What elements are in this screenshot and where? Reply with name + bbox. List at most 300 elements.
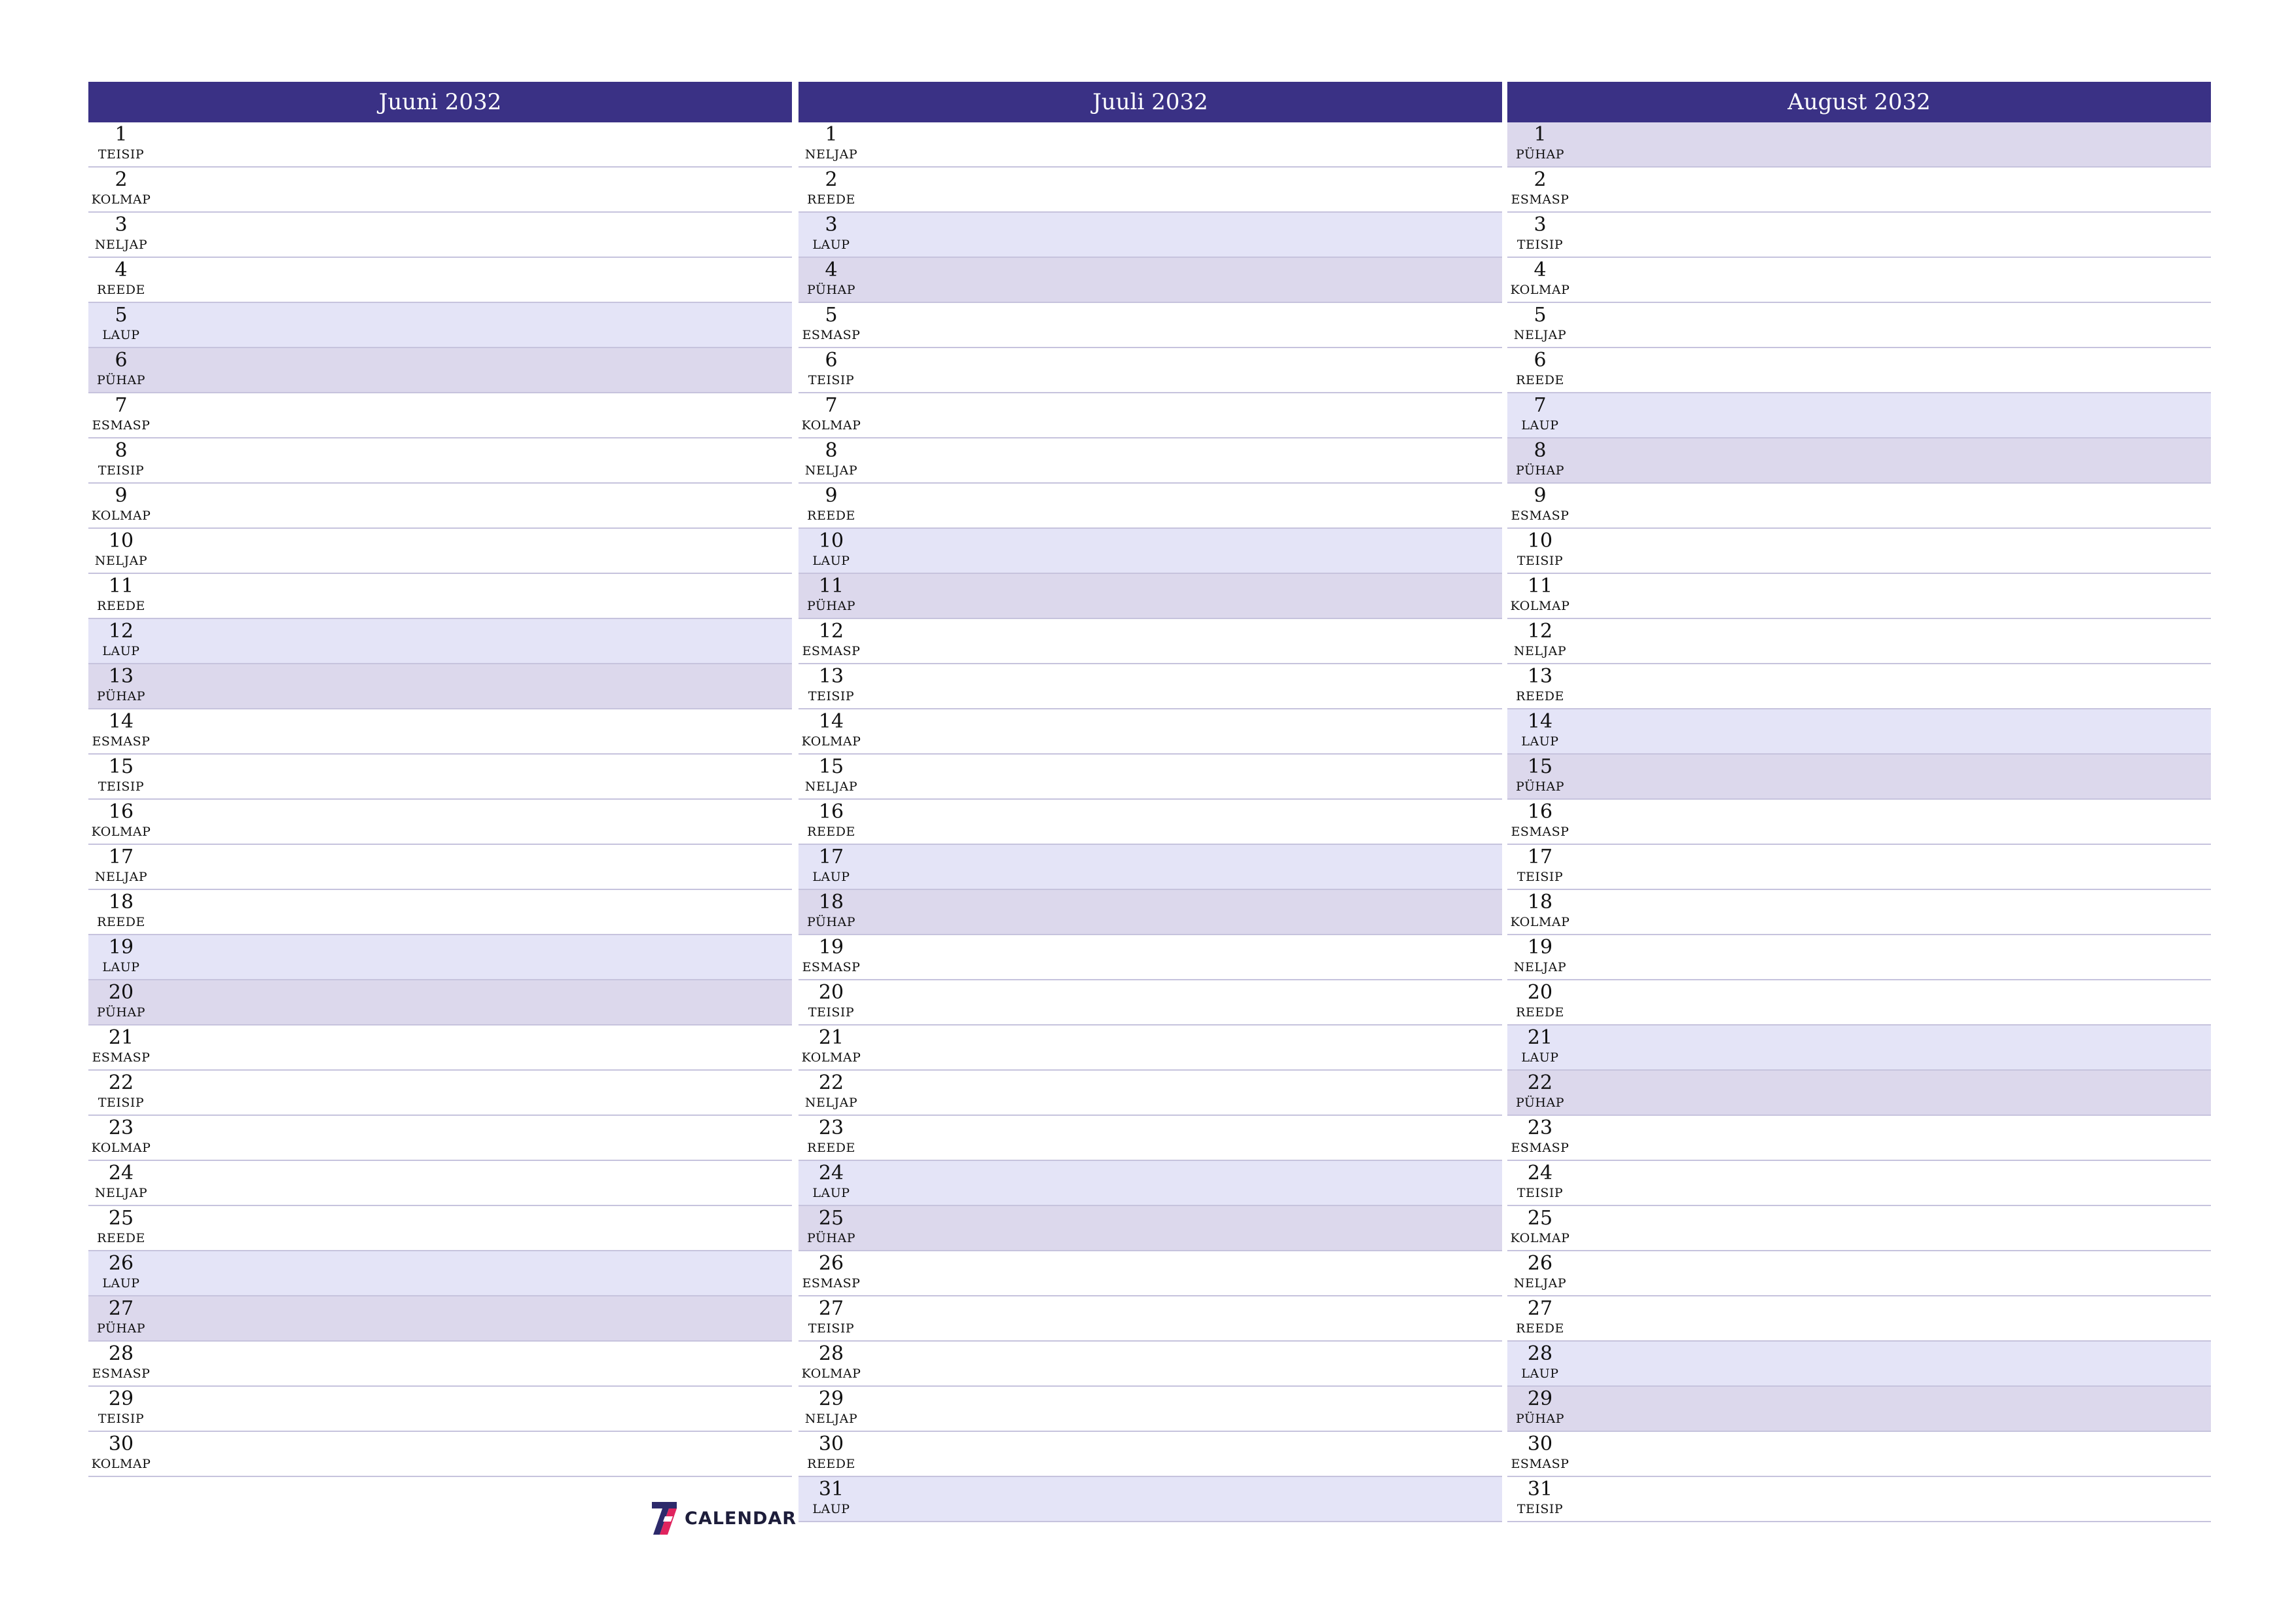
day-row [1507, 1477, 2211, 1522]
day-row [798, 800, 1502, 845]
day-cell [798, 575, 864, 615]
day-row [1507, 935, 2211, 980]
day-cell [88, 304, 154, 344]
day-number: 21 [1527, 1026, 1553, 1049]
weekday-label: KOLMAP [1510, 283, 1570, 297]
weekday-label: TEISIP [808, 1005, 855, 1020]
day-cell [88, 395, 154, 434]
day-cell [88, 349, 154, 389]
day-number: 26 [108, 1252, 134, 1275]
weekday-label: LAUP [102, 644, 140, 658]
day-cell [1507, 936, 1573, 976]
day-cell [1507, 1117, 1573, 1156]
month-header: Juuli 2032 [798, 82, 1502, 122]
weekday-label: ESMASP [1511, 1457, 1570, 1471]
day-row [798, 709, 1502, 755]
day-row [1507, 1296, 2211, 1342]
day-row [1507, 1342, 2211, 1387]
weekday-label: PÜHAP [806, 1231, 856, 1245]
day-cell [88, 801, 154, 840]
weekday-label: REEDE [97, 1231, 145, 1245]
day-row [1507, 1161, 2211, 1206]
day-row [88, 1251, 792, 1296]
day-cell [88, 891, 154, 931]
day-row [798, 1342, 1502, 1387]
day-row [1507, 1432, 2211, 1477]
day-row [1507, 438, 2211, 484]
day-number: 12 [108, 620, 134, 643]
day-number: 26 [818, 1252, 844, 1275]
weekday-label: KOLMAP [1510, 599, 1570, 613]
weekday-label: REEDE [97, 283, 145, 297]
day-row [88, 1342, 792, 1387]
day-number: 8 [1534, 439, 1547, 462]
day-row [798, 258, 1502, 303]
day-number: 30 [1527, 1433, 1553, 1455]
day-row [1507, 1071, 2211, 1116]
day-row [798, 1161, 1502, 1206]
weekday-label: NELJAP [804, 1412, 858, 1426]
day-cell [1507, 530, 1573, 569]
seven-logo-icon [649, 1499, 679, 1537]
day-cell [88, 1253, 154, 1292]
weekday-label: LAUP [1521, 1050, 1559, 1065]
day-number: 22 [1527, 1071, 1553, 1094]
day-number: 4 [115, 259, 128, 281]
day-number: 19 [1527, 936, 1553, 959]
day-cell [88, 124, 154, 163]
day-row [1507, 393, 2211, 438]
day-row [798, 1296, 1502, 1342]
day-number: 25 [818, 1207, 844, 1230]
day-cell [798, 169, 864, 208]
weekday-label: PÜHAP [806, 599, 856, 613]
day-cell [88, 982, 154, 1021]
weekday-label: KOLMAP [91, 1457, 151, 1471]
weekday-label: LAUP [1521, 734, 1559, 749]
weekday-label: LAUP [812, 238, 850, 252]
weekday-label: LAUP [102, 328, 140, 342]
day-row [798, 1206, 1502, 1251]
day-number: 1 [1534, 123, 1547, 146]
day-row [798, 619, 1502, 664]
day-cell [88, 846, 154, 885]
day-cell [1507, 169, 1573, 208]
day-cell [798, 801, 864, 840]
weekday-label: PÜHAP [96, 1321, 146, 1336]
day-cell [1507, 395, 1573, 434]
weekday-label: PÜHAP [1515, 463, 1565, 478]
day-cell [1507, 666, 1573, 705]
day-row [88, 213, 792, 258]
weekday-label: TEISIP [1516, 238, 1564, 252]
weekday-label: LAUP [812, 1502, 850, 1516]
day-number: 28 [1527, 1342, 1553, 1365]
day-cell [798, 530, 864, 569]
weekday-label: PÜHAP [1515, 779, 1565, 794]
day-row [88, 755, 792, 800]
day-row [88, 1206, 792, 1251]
day-cell [88, 1343, 154, 1382]
day-cell [88, 711, 154, 750]
day-number: 25 [1527, 1207, 1553, 1230]
day-row [798, 393, 1502, 438]
day-number: 13 [1527, 665, 1553, 688]
weekday-label: LAUP [102, 1276, 140, 1291]
day-number: 11 [818, 575, 844, 597]
day-cell [798, 304, 864, 344]
day-row [798, 664, 1502, 709]
day-row [88, 845, 792, 890]
day-row [798, 529, 1502, 574]
weekday-label: KOLMAP [91, 1141, 151, 1155]
day-cell [88, 440, 154, 479]
day-number: 10 [108, 529, 134, 552]
day-row [1507, 890, 2211, 935]
weekday-label: KOLMAP [801, 1366, 861, 1381]
day-number: 9 [1534, 484, 1547, 507]
day-list [88, 122, 792, 1477]
day-cell [798, 349, 864, 389]
weekday-label: KOLMAP [91, 192, 151, 207]
day-cell [798, 1162, 864, 1202]
day-row [1507, 258, 2211, 303]
day-row [88, 574, 792, 619]
weekday-label: NELJAP [804, 779, 858, 794]
day-number: 3 [115, 213, 128, 236]
day-cell [88, 1117, 154, 1156]
day-number: 5 [1534, 304, 1547, 327]
day-cell [798, 1117, 864, 1156]
day-number: 15 [818, 755, 844, 778]
day-row [88, 1296, 792, 1342]
day-number: 31 [1527, 1478, 1553, 1501]
day-row [1507, 1387, 2211, 1432]
day-row [1507, 980, 2211, 1026]
weekday-label: TEISIP [808, 373, 855, 387]
day-cell [1507, 1343, 1573, 1382]
day-cell [1507, 620, 1573, 660]
weekday-label: REEDE [1516, 1321, 1564, 1336]
day-row [798, 484, 1502, 529]
day-number: 12 [1527, 620, 1553, 643]
day-cell [88, 936, 154, 976]
day-row [88, 258, 792, 303]
day-number: 15 [108, 755, 134, 778]
weekday-label: PÜHAP [1515, 1096, 1565, 1110]
weekday-label: REEDE [807, 1457, 855, 1471]
day-row [798, 213, 1502, 258]
month-column-june [88, 82, 792, 1477]
weekday-label: NELJAP [1513, 328, 1567, 342]
day-cell [798, 1388, 864, 1427]
day-row [88, 484, 792, 529]
day-cell [798, 1433, 864, 1472]
day-number: 3 [825, 213, 838, 236]
day-row [88, 393, 792, 438]
day-cell [798, 214, 864, 253]
day-row [798, 1477, 1502, 1522]
weekday-label: REEDE [807, 192, 855, 207]
day-number: 23 [1527, 1116, 1553, 1139]
weekday-label: ESMASP [1511, 508, 1570, 523]
day-row [798, 935, 1502, 980]
weekday-label: ESMASP [802, 960, 861, 974]
day-row [798, 1387, 1502, 1432]
day-cell [1507, 891, 1573, 931]
day-row [1507, 529, 2211, 574]
day-number: 1 [825, 123, 838, 146]
day-row [798, 980, 1502, 1026]
month-column-august [1507, 82, 2211, 1522]
day-cell [798, 666, 864, 705]
weekday-label: TEISIP [1516, 1186, 1564, 1200]
day-row [1507, 348, 2211, 393]
weekday-label: TEISIP [1516, 554, 1564, 568]
day-row [1507, 1026, 2211, 1071]
weekday-label: NELJAP [804, 463, 858, 478]
day-cell [1507, 846, 1573, 885]
day-row [88, 168, 792, 213]
day-cell [88, 259, 154, 298]
day-row [798, 438, 1502, 484]
weekday-label: REEDE [1516, 373, 1564, 387]
weekday-label: TEISIP [1516, 1502, 1564, 1516]
day-number: 17 [818, 846, 844, 868]
day-cell [1507, 1388, 1573, 1427]
day-number: 16 [1527, 800, 1553, 823]
weekday-label: LAUP [1521, 1366, 1559, 1381]
day-number: 11 [1527, 575, 1553, 597]
day-cell [798, 620, 864, 660]
day-number: 20 [1527, 981, 1553, 1004]
day-number: 2 [115, 168, 128, 191]
day-cell [1507, 1027, 1573, 1066]
day-row [798, 574, 1502, 619]
day-number: 17 [1527, 846, 1553, 868]
day-cell [798, 485, 864, 524]
weekday-label: NELJAP [94, 870, 148, 884]
weekday-label: PÜHAP [96, 1005, 146, 1020]
weekday-label: NELJAP [804, 1096, 858, 1110]
day-cell [798, 1253, 864, 1292]
weekday-label: PÜHAP [96, 373, 146, 387]
day-number: 29 [1527, 1387, 1553, 1410]
weekday-label: NELJAP [94, 554, 148, 568]
day-number: 7 [825, 394, 838, 417]
day-row [88, 1161, 792, 1206]
weekday-label: NELJAP [1513, 644, 1567, 658]
weekday-label: ESMASP [92, 1366, 151, 1381]
brand-logo-text: CALENDAR [685, 1508, 797, 1529]
weekday-label: KOLMAP [801, 734, 861, 749]
day-number: 28 [108, 1342, 134, 1365]
day-number: 14 [1527, 710, 1553, 733]
day-list [1507, 122, 2211, 1522]
day-cell [1507, 1207, 1573, 1247]
day-cell [798, 1207, 864, 1247]
day-number: 21 [818, 1026, 844, 1049]
day-number: 30 [818, 1433, 844, 1455]
day-number: 9 [825, 484, 838, 507]
day-row [88, 709, 792, 755]
day-cell [798, 1298, 864, 1337]
day-row [88, 1071, 792, 1116]
day-number: 6 [825, 349, 838, 372]
day-cell [1507, 1162, 1573, 1202]
weekday-label: PÜHAP [1515, 147, 1565, 162]
weekday-label: ESMASP [92, 734, 151, 749]
day-cell [798, 756, 864, 795]
day-cell [88, 1388, 154, 1427]
day-number: 10 [818, 529, 844, 552]
weekday-label: ESMASP [92, 418, 151, 433]
weekday-label: REEDE [1516, 1005, 1564, 1020]
day-cell [798, 395, 864, 434]
day-number: 5 [825, 304, 838, 327]
day-cell [88, 169, 154, 208]
weekday-label: PÜHAP [96, 689, 146, 704]
day-row [88, 303, 792, 348]
day-number: 16 [818, 800, 844, 823]
weekday-label: NELJAP [1513, 1276, 1567, 1291]
day-cell [1507, 1478, 1573, 1518]
day-cell [798, 1343, 864, 1382]
day-number: 20 [108, 981, 134, 1004]
day-cell [1507, 1433, 1573, 1472]
day-row [798, 122, 1502, 168]
day-number: 27 [818, 1297, 844, 1320]
brand-logo[interactable] [649, 1499, 797, 1538]
day-number: 13 [818, 665, 844, 688]
day-row [798, 348, 1502, 393]
day-cell [88, 1162, 154, 1202]
day-number: 27 [108, 1297, 134, 1320]
weekday-label: REEDE [807, 508, 855, 523]
day-cell [88, 756, 154, 795]
day-row [1507, 1251, 2211, 1296]
day-number: 4 [1534, 259, 1547, 281]
day-cell [1507, 1072, 1573, 1111]
day-number: 18 [818, 891, 844, 914]
day-number: 9 [115, 484, 128, 507]
day-number: 7 [115, 394, 128, 417]
weekday-label: TEISIP [98, 779, 145, 794]
day-cell [1507, 440, 1573, 479]
weekday-label: TEISIP [1516, 870, 1564, 884]
day-cell [88, 1072, 154, 1111]
day-number: 19 [108, 936, 134, 959]
day-cell [798, 1478, 864, 1518]
day-number: 10 [1527, 529, 1553, 552]
day-number: 24 [818, 1162, 844, 1185]
day-row [798, 1071, 1502, 1116]
weekday-label: TEISIP [808, 1321, 855, 1336]
day-row [798, 1116, 1502, 1161]
day-number: 27 [1527, 1297, 1553, 1320]
day-row [798, 303, 1502, 348]
day-cell [798, 124, 864, 163]
day-row [1507, 1206, 2211, 1251]
day-number: 21 [108, 1026, 134, 1049]
day-number: 20 [818, 981, 844, 1004]
day-number: 24 [108, 1162, 134, 1185]
day-number: 6 [1534, 349, 1547, 372]
day-row [88, 1387, 792, 1432]
day-row [798, 1026, 1502, 1071]
day-row [88, 438, 792, 484]
weekday-label: KOLMAP [91, 825, 151, 839]
day-number: 26 [1527, 1252, 1553, 1275]
weekday-label: NELJAP [94, 1186, 148, 1200]
day-row [88, 1116, 792, 1161]
weekday-label: ESMASP [802, 644, 861, 658]
day-number: 28 [818, 1342, 844, 1365]
weekday-label: NELJAP [94, 238, 148, 252]
day-cell [88, 214, 154, 253]
weekday-label: TEISIP [98, 1412, 145, 1426]
day-number: 2 [825, 168, 838, 191]
day-number: 23 [108, 1116, 134, 1139]
day-cell [1507, 485, 1573, 524]
day-row [1507, 709, 2211, 755]
weekday-label: LAUP [1521, 418, 1559, 433]
day-number: 18 [1527, 891, 1553, 914]
weekday-label: PÜHAP [806, 283, 856, 297]
day-number: 31 [818, 1478, 844, 1501]
day-cell [88, 666, 154, 705]
day-cell [798, 440, 864, 479]
day-cell [798, 259, 864, 298]
day-row [1507, 664, 2211, 709]
weekday-label: TEISIP [98, 1096, 145, 1110]
day-row [1507, 574, 2211, 619]
day-row [88, 619, 792, 664]
day-number: 13 [108, 665, 134, 688]
day-number: 8 [825, 439, 838, 462]
weekday-label: TEISIP [98, 463, 145, 478]
weekday-label: KOLMAP [1510, 915, 1570, 929]
day-cell [1507, 349, 1573, 389]
day-cell [88, 485, 154, 524]
day-cell [88, 1027, 154, 1066]
weekday-label: KOLMAP [1510, 1231, 1570, 1245]
weekday-label: LAUP [812, 870, 850, 884]
day-number: 16 [108, 800, 134, 823]
weekday-label: TEISIP [808, 689, 855, 704]
weekday-label: ESMASP [92, 1050, 151, 1065]
day-row [798, 1432, 1502, 1477]
weekday-label: ESMASP [802, 328, 861, 342]
day-row [798, 1251, 1502, 1296]
day-row [88, 890, 792, 935]
day-row [1507, 303, 2211, 348]
day-number: 1 [115, 123, 128, 146]
weekday-label: PÜHAP [1515, 1412, 1565, 1426]
day-cell [88, 530, 154, 569]
day-cell [1507, 259, 1573, 298]
day-row [798, 168, 1502, 213]
weekday-label: KOLMAP [801, 418, 861, 433]
weekday-label: TEISIP [98, 147, 145, 162]
month-header: August 2032 [1507, 82, 2211, 122]
weekday-label: REEDE [97, 599, 145, 613]
weekday-label: NELJAP [804, 147, 858, 162]
day-number: 11 [108, 575, 134, 597]
day-number: 22 [108, 1071, 134, 1094]
day-cell [798, 1027, 864, 1066]
day-number: 29 [818, 1387, 844, 1410]
